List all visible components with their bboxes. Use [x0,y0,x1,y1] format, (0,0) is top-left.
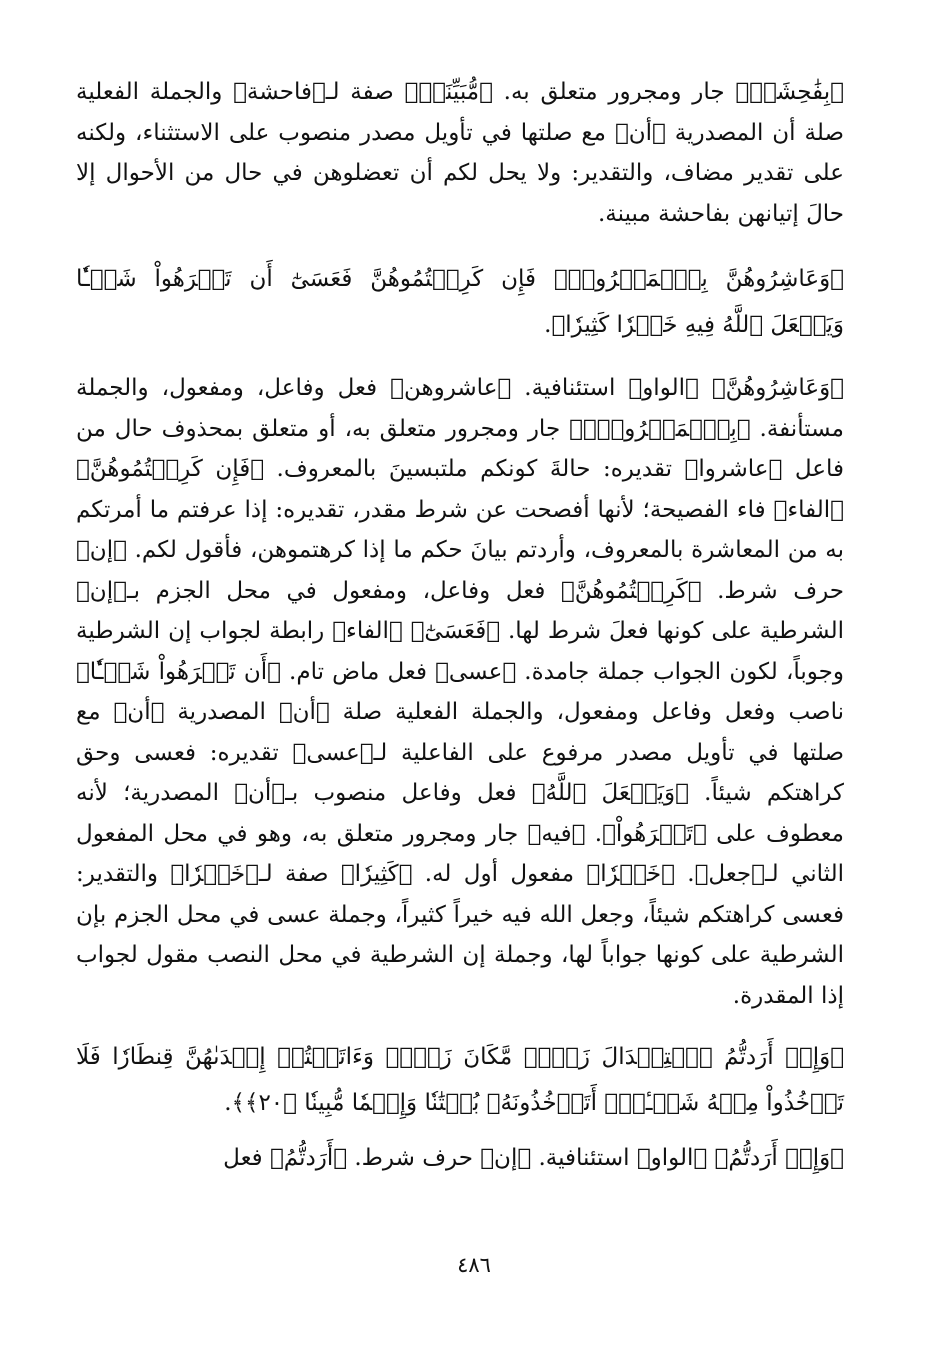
commentary-paragraph-1: ﴿بِفَٰحِشَةٖ﴾ جار ومجرور متعلق به. ﴿مُّبَيِّنَةٖ﴾ صفة لـ﴿فاحشة﴾ والجملة الفعلية صلة أن المصدرية ﴿أن﴾ مع صلتها في تأويل مصدر منصوب على الاستثناء، ولكنه على تقدير مضاف، والتقدير: ولا يحل لكم أن تعضلوهن في حال من الأحوال إلا حالَ إتيانهن بفاحشة مبينة. [76,79,844,227]
quran-verse-1: ﴿وَعَاشِرُوهُنَّ بِٱلۡمَعۡرُوفِۚ فَإِن كَرِهۡتُمُوهُنَّ فَعَسَىٰٓ أَن تَكۡرَهُواْ شَيۡـٔٗا وَيَجۡعَلَ ٱللَّهُ فِيهِ خَيۡرٗا كَثِيرٗا﴾. [76,266,844,338]
commentary-paragraph-2: ﴿وَعَاشِرُوهُنَّ﴾ ﴿الواو﴾ استئنافية. ﴿عاشروهن﴾ فعل وفاعل، ومفعول، والجملة مستأنفة. ﴿بِٱلۡمَعۡرُوفِۚ﴾ جار ومجرور متعلق به، أو متعلق بمحذوف حال من فاعل ﴿عاشروا﴾ تقديره: حالةَ كونكم ملتبسينَ بالمعروف. ﴿فَإِن كَرِهۡتُمُوهُنَّ﴾ ﴿الفاء﴾ فاء الفصيحة؛ لأنها أفصحت عن شرط مقدر، تقديره: إذا عرفتم ما أمرتكم به من المعاشرة بالمعروف، وأردتم بيانَ حكم ما إذا كرهتموهن، فأقول لكم. ﴿إن﴾ حرف شرط. ﴿كَرِهۡتُمُوهُنَّ﴾ فعل وفاعل، ومفعول في محل الجزم بـ﴿إن﴾ الشرطية على كونها فعلَ شرط لها. ﴿فَعَسَىٰٓ﴾ ﴿الفاء﴾ رابطة لجواب إن الشرطية وجوباً، لكون الجواب جملة جامدة. ﴿عسى﴾ فعل ماض تام. ﴿أَن تَكۡرَهُواْ شَيۡـٔٗا﴾ ناصب وفعل وفاعل ومفعول، والجملة الفعلية صلة ﴿أن﴾ المصدرية ﴿أن﴾ مع صلتها في تأويل مصدر مرفوع على الفاعلية لـ﴿عسى﴾ تقديره: فعسى وحق كراهتكم شيئاً. ﴿وَيَجۡعَلَ ٱللَّهُ﴾ فعل وفاعل منصوب بـ﴿أن﴾ المصدرية؛ لأنه معطوف على ﴿تَكۡرَهُواْ﴾. ﴿فيه﴾ جار ومجرور متعلق به، وهو في محل المفعول الثاني لـ﴿جعل﴾. ﴿خَيۡرٗا﴾ مفعول أول له. ﴿كَثِيرٗا﴾ صفة لـ﴿خَيۡرٗا﴾ والتقدير: فعسى كراهتكم شيئاً، وجعل الله فيه خيراً كثيراً، وجملة عسى في محل الجزم بإن الشرطية على كونها جواباً لها، وجملة إن الشرطية في محل النصب مقول لجواب إذا المقدرة. [76,375,844,1009]
page-number: ٤٨٦ [457,1253,491,1277]
quran-verse-2: ﴿وَإِنۡ أَرَدتُّمُ ٱسۡتِبۡدَالَ زَوۡجٖ مَّكَانَ زَوۡجٖ وَءَاتَيۡتُمۡ إِحۡدَىٰهُنَّ قِنطَارٗا فَلَا تَأۡخُذُواْ مِنۡهُ شَيۡـٔاًۚ أَتَأۡخُذُونَهُۥ بُهۡتَٰنٗا وَإِثۡمٗا مُّبِينٗا ﴿٢٠﴾﴾. [76,1044,844,1116]
commentary-paragraph-3: ﴿وَإِنۡ أَرَدتُّمُ﴾ ﴿الواو﴾ استئنافية. ﴿إن﴾ حرف شرط. ﴿أَرَدتُّمُ﴾ فعل [223,1145,844,1171]
